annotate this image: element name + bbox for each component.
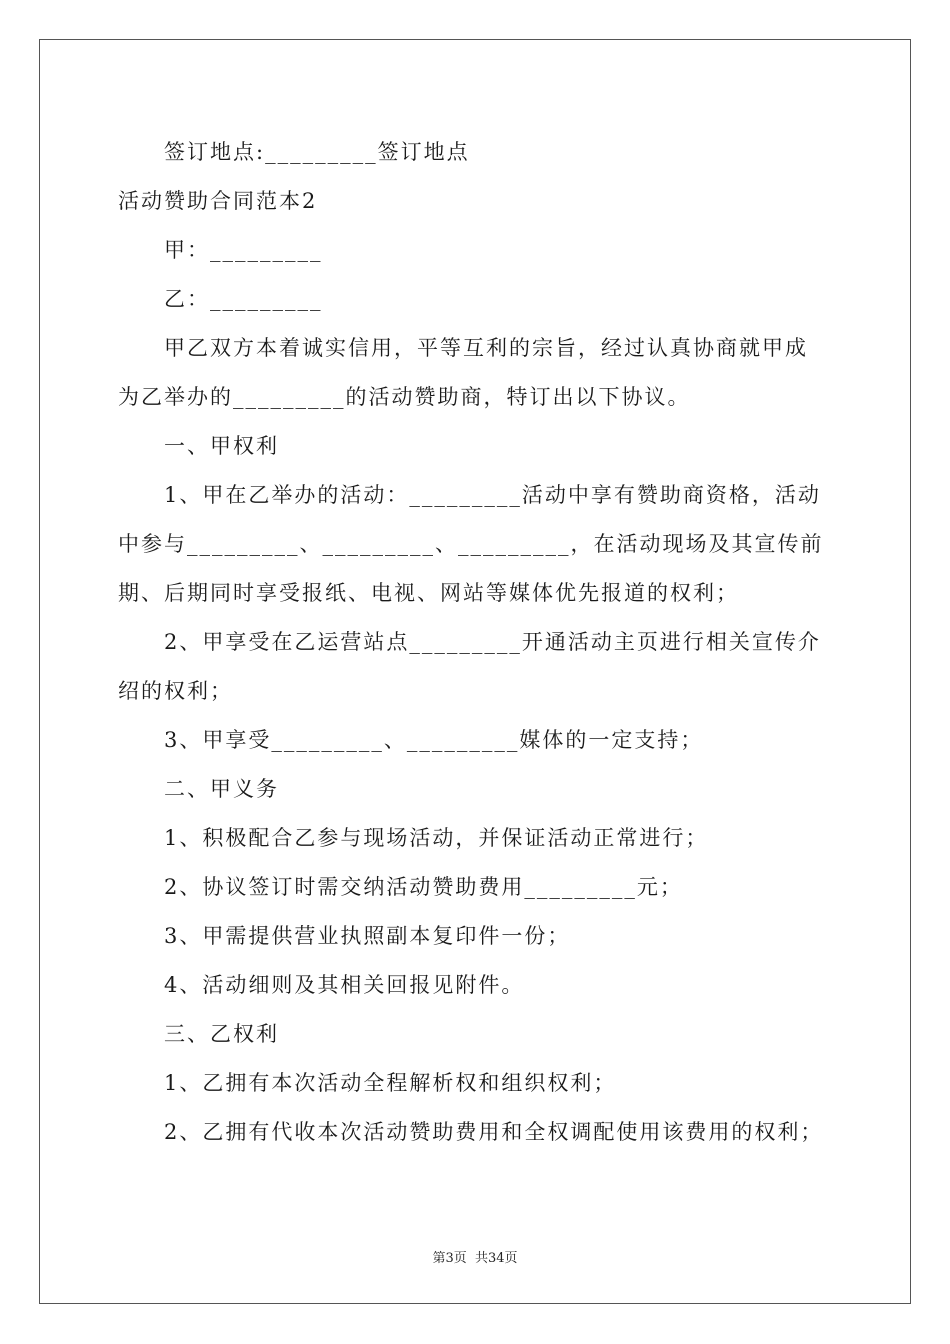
rights-a-item-1-line-2: 中参与_________、_________、_________，在活动现场及其宣传前 [118, 532, 824, 556]
rights-a-item-2-line-1: 2、甲享受在乙运营站点_________开通活动主页进行相关宣传介 [164, 630, 821, 654]
signing-location-line: 签订地点:_________签订地点 [164, 140, 470, 164]
rights-b-item-2: 2、乙拥有代收本次活动赞助费用和全权调配使用该费用的权利； [164, 1120, 824, 1144]
obligations-a-item-1: 1、积极配合乙参与现场活动，并保证活动正常进行； [164, 826, 709, 850]
heading-party-a-rights: 一、甲权利 [164, 434, 279, 458]
rights-a-item-2-line-2: 绍的权利； [118, 679, 233, 703]
party-a-line: 甲：_________ [164, 238, 323, 262]
page-total: 共34页 [474, 1251, 518, 1266]
rights-a-item-1-line-3: 期、后期同时享受报纸、电视、网站等媒体优先报道的权利； [118, 581, 739, 605]
rights-a-item-3: 3、甲享受_________、_________媒体的一定支持； [164, 728, 704, 752]
heading-party-b-rights: 三、乙权利 [164, 1022, 279, 1046]
heading-party-a-obligations: 二、甲义务 [164, 777, 279, 801]
rights-a-item-1-line-1: 1、甲在乙举办的活动：_________活动中享有赞助商资格，活动 [164, 483, 821, 507]
intro-paragraph-line-2: 为乙举办的_________的活动赞助商，特订出以下协议。 [118, 385, 691, 409]
obligations-a-item-4: 4、活动细则及其相关回报见附件。 [164, 973, 525, 997]
document-body [118, 128, 838, 1157]
obligations-a-item-2: 2、协议签订时需交纳活动赞助费用_________元； [164, 875, 683, 899]
party-b-line: 乙：_________ [164, 287, 323, 311]
obligations-a-item-3: 3、甲需提供营业执照副本复印件一份； [164, 924, 571, 948]
rights-b-item-1: 1、乙拥有本次活动全程解析权和组织权利； [164, 1071, 617, 1095]
page-number: 第3页 [432, 1251, 467, 1266]
page-footer [0, 1247, 950, 1266]
intro-paragraph-line-1: 甲乙双方本着诚实信用，平等互利的宗旨，经过认真协商就甲成 [164, 336, 808, 360]
section-title: 活动赞助合同范本2 [118, 189, 318, 213]
